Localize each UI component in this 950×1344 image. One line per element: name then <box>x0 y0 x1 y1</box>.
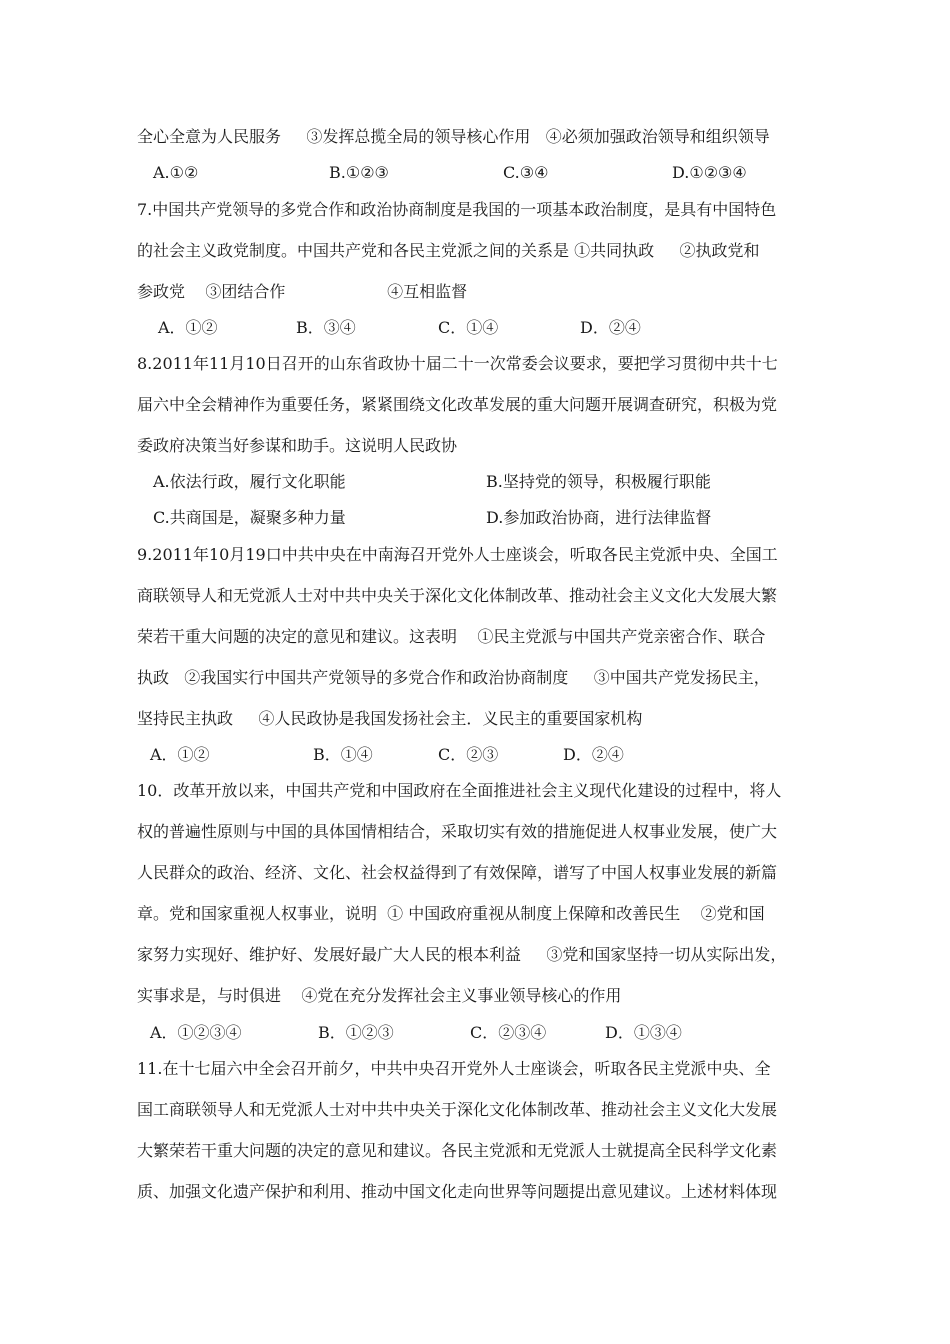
q9-option-c: C．②③ <box>438 745 499 764</box>
q10-option-b: B．①②③ <box>318 1023 394 1042</box>
q7-option-c: C．①④ <box>438 318 499 337</box>
q7-option-b: B．③④ <box>296 318 356 337</box>
q10-option-c: C．②③④ <box>470 1023 547 1042</box>
q6-option-a: A.①② <box>153 163 199 182</box>
q8-line-2: 届六中全会精神作为重要任务，紧紧围绕文化改革发展的重大问题开展调查研究，积极为党 <box>137 395 778 414</box>
q10-option-a: A．①②③④ <box>150 1023 242 1042</box>
q9-line-4: 执政 ②我国实行中国共产党领导的多党合作和政治协商制度 ③中国共产党发扬民主， <box>137 668 770 687</box>
q6-option-c: C.③④ <box>503 163 549 182</box>
q7-option-d: D．②④ <box>580 318 641 337</box>
q8-option-b: B.坚持党的领导，积极履行职能 <box>486 472 711 491</box>
q8-line-3: 委政府决策当好参谋和助手。这说明人民政协 <box>137 436 458 455</box>
q9-option-b: B．①④ <box>313 745 373 764</box>
q6-line-1: 全心全意为人民服务 ③发挥总揽全局的领导核心作用 ④必须加强政治领导和组织领导 <box>137 127 770 146</box>
q8-option-a: A.依法行政，履行文化职能 <box>153 472 346 491</box>
q9-option-d: D．②④ <box>563 745 624 764</box>
q7-line-1: 7.中国共产党领导的多党合作和政治协商制度是我国的一项基本政治制度，是具有中国特色 <box>137 200 777 219</box>
q7-option-a: A．①② <box>158 318 218 337</box>
q11-line-4: 质、加强文化遗产保护和利用、推动中国文化走向世界等问题提出意见建议。上述材料体现 <box>137 1182 778 1201</box>
q11-line-2: 国工商联领导人和无党派人士对中共中央关于深化文化体制改革、推动社会主义文化大发展 <box>137 1100 778 1119</box>
q10-line-4: 章。党和国家重视人权事业，说明 ① 中国政府重视从制度上保障和改善民生 ②党和国 <box>137 904 765 923</box>
q9-line-3: 荣若干重大问题的决定的意见和建议。这表明 ①民主党派与中国共产党亲密合作、联合 <box>137 627 766 646</box>
q8-option-c: C.共商国是，凝聚多种力量 <box>153 508 346 527</box>
q9-line-1: 9.2011年10月19口中共中央在中南海召开党外人士座谈会，听取各民主党派中央、全国工 <box>137 545 778 564</box>
q10-line-1: 10．改革开放以来，中国共产党和中国政府在全面推进社会主义现代化建设的过程中，将人 <box>137 781 782 800</box>
q10-line-2: 权的普遍性原则与中国的具体国情相结合，采取切实有效的措施促进人权事业发展，使广大 <box>137 822 778 841</box>
q7-line-2: 的社会主义政党制度。中国共产党和各民主党派之间的关系是 ①共同执政 ②执政党和 <box>137 241 760 260</box>
q6-option-b: B.①②③ <box>329 163 389 182</box>
q10-option-d: D．①③④ <box>605 1023 682 1042</box>
q11-line-3: 大繁荣若干重大问题的决定的意见和建议。各民主党派和无党派人士就提高全民科学文化素 <box>137 1141 778 1160</box>
q10-line-5: 家努力实现好、维护好、发展好最广大人民的根本利益 ③党和国家坚持一切从实际出发， <box>137 945 787 964</box>
q10-line-6: 实事求是，与时俱进 ④党在充分发挥社会主义事业领导核心的作用 <box>137 986 622 1005</box>
q9-line-2: 商联领导人和无党派人士对中共中央关于深化文化体制改革、推动社会主义文化大发展大繁 <box>137 586 778 605</box>
q6-option-d: D.①②③④ <box>672 163 747 182</box>
q11-line-1: 11.在十七届六中全会召开前夕，中共中央召开党外人士座谈会，听取各民主党派中央、全 <box>137 1059 771 1078</box>
q8-line-1: 8.2011年11月10日召开的山东省政协十届二十一次常委会议要求，要把学习贯彻中共十七 <box>137 354 778 373</box>
q7-line-3: 参政党 ③团结合作 ④互相监督 <box>137 282 468 301</box>
q9-line-5: 坚持民主执政 ④人民政协是我国发扬社会主．义民主的重要国家机构 <box>137 709 643 728</box>
q9-option-a: A．①② <box>150 745 210 764</box>
q10-line-3: 人民群众的政治、经济、文化、社会权益得到了有效保障，谱写了中国人权事业发展的新篇 <box>137 863 778 882</box>
q8-option-d: D.参加政治协商，进行法律监督 <box>486 508 712 527</box>
